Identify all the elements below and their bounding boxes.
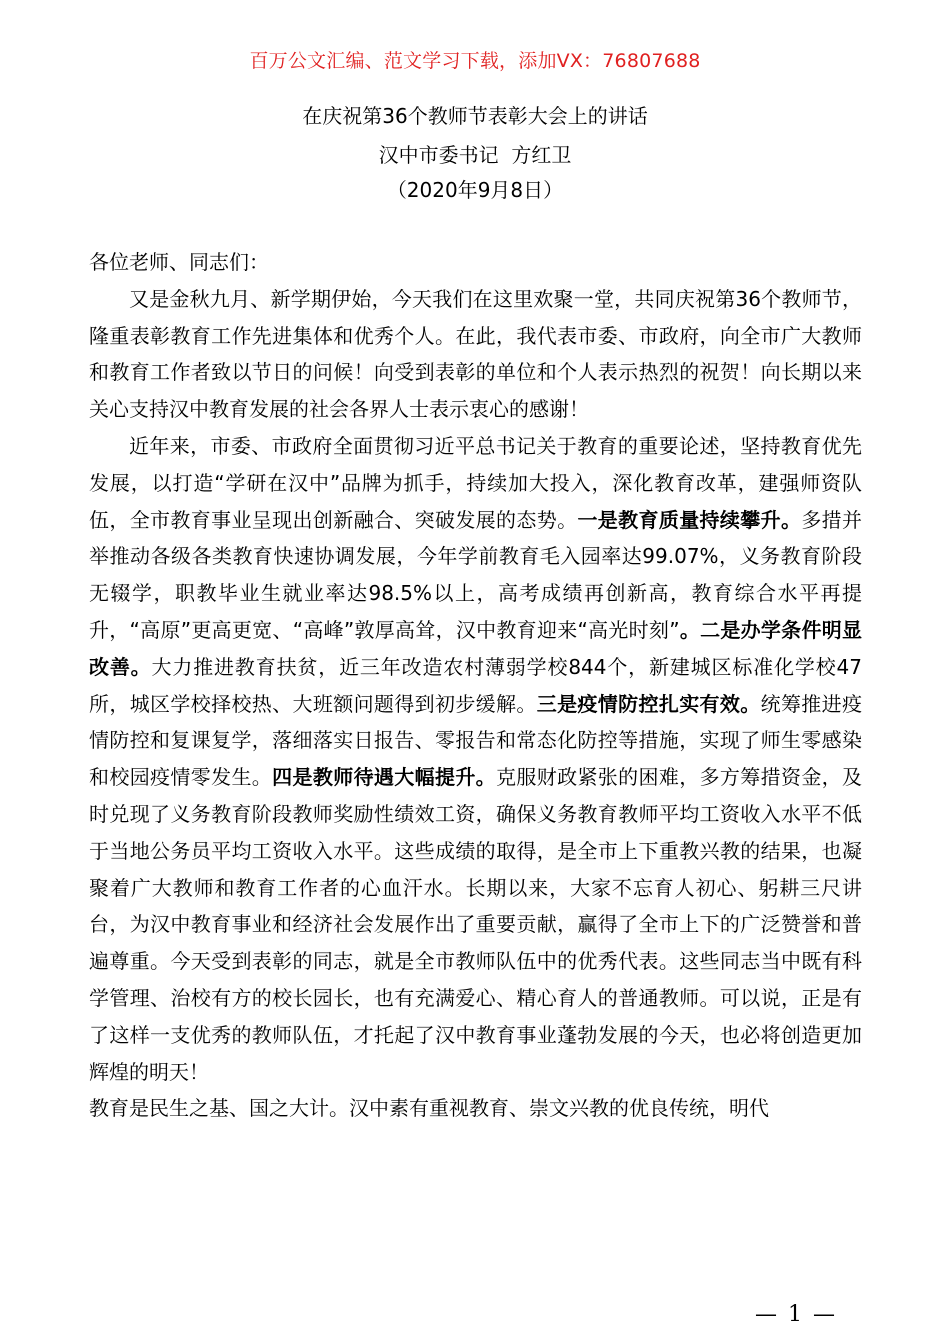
paragraph-2-text-4: 克服财政紧张的困难，多方筹措资金，及时兑现了义务教育阶段教师奖励性绩效工资，确保义务教育教师平均工资收入水平不低于当地公务员平均工资收入水平。这些成绩的取得，是全市上下重教兴教的结果，也凝聚着广大教师和教育工作者的心血汗水。长期以来，大家不忘育人初心、躬耕三尺讲台，为汉中教育事业和经济社会发展作出了重要贡献，赢得了全市上下的广泛赞誉和普遍尊重。今天受到表彰的同志，就是全市教师队伍中的优秀代表。这些同志当中既有科学管理、治校有方的校长园长，也有充满爱心、精心育人的普通教师。可以说，正是有了这样一支优秀的教师队伍，才托起了汉中教育事业蓬勃发展的今天，也必将创造更加辉煌的明天！	[89, 765, 863, 1084]
highlight-4: 四是教师待遇大幅提升。	[272, 765, 497, 790]
paragraph-1: 又是金秋九月、新学期伊始，今天我们在这里欢聚一堂，共同庆祝第36个教师节，隆重表彰教育工作先进集体和优秀个人。在此，我代表市委、市政府，向全市广大教师和教育工作者致以节日的问候！向受到表彰的单位和个人表示热烈的祝贺！向长期以来关心支持汉中教育发展的社会各界人士表示衷心的感谢！	[89, 286, 862, 422]
paragraph-2-text-1: 多措并举推动各级各类教育快速协调发展，今年学前教育毛入园率达99.07%，义务教育阶段无辍学，职教毕业生就业率达98.5%以上，高考成绩再创新高，教育综合水平再提升，“高原”更高更宽、“高峰”敦厚高耸，汉中教育迎来“高光时刻”	[89, 507, 863, 642]
paragraph-2-text-3: 统筹推进疫情防控和复课复学，落细落实日报告、零报告和常态化防控等措施，实现了师生零感染和校园疫情零发生。	[89, 691, 863, 790]
paragraph-2-text-2: 大力推进教育扶贫，近三年改造农村薄弱学校844个，新建城区标准化学校47所，城区学校择校热、大班额问题得到初步缓解。	[89, 654, 863, 716]
page-number: — 1 —	[755, 1302, 837, 1327]
speech-date: （2020年9月8日）	[386, 178, 564, 202]
paragraph-3: 教育是民生之基、国之大计。汉中素有重视教育、崇文兴教的优良传统，明代	[89, 1096, 769, 1121]
paragraph-2-intro: 近年来，市委、市政府全面贯彻习近平总书记关于教育的重要论述，坚持教育优先发展，以打造“学研在汉中”品牌为抓手，持续加大投入，深化教育改革，建强师资队伍，全市教育事业呈现出创新融合、突破发展的态势。	[89, 433, 862, 532]
speech-body	[89, 244, 862, 1127]
paragraph-2	[89, 428, 862, 1090]
highlight-2: 。二是办学条件明显改善。	[89, 617, 862, 679]
highlight-3: 三是疫情防控扎实有效。	[536, 691, 761, 716]
highlight-1: 一是教育质量持续攀升。	[577, 507, 802, 532]
header-note: 百万公文汇编、范文学习下载，添加VX：76807688	[249, 50, 701, 72]
speaker-line: 汉中市委书记 方红卫	[378, 143, 572, 167]
speech-title: 在庆祝第36个教师节表彰大会上的讲话	[302, 104, 648, 128]
salutation: 各位老师、同志们：	[89, 250, 269, 274]
